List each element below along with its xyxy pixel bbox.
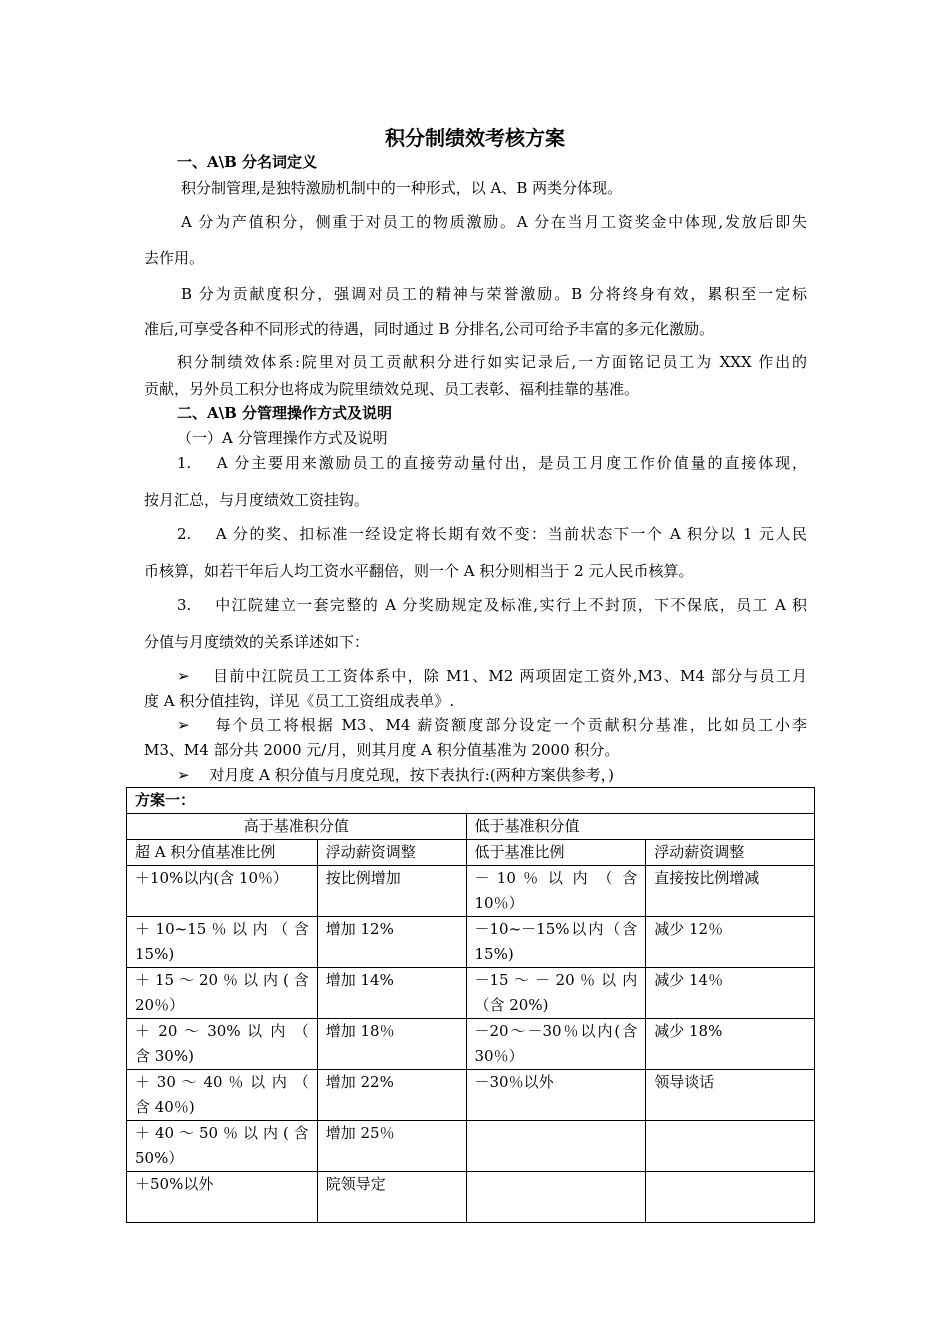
bullet-3: ➢ 对月度 A 积分值与月度兑现，按下表执行:(两种方案供参考，) [177, 766, 614, 784]
table-cell: －20～－30％以内(含 30％） [466, 1019, 646, 1070]
table-row [127, 1019, 815, 1070]
item-1-line-2: 按月汇总，与月度绩效工资挂钩。 [144, 491, 370, 509]
paragraph-1: 积分制管理,是独特激励机制中的一种形式，以 A、B 两类分体现。 [181, 179, 623, 197]
item-1-line-1: 1. A 分主要用来激励员工的直接劳动量付出，是员工月度工作价值量的直接体现， [177, 454, 807, 472]
table-row [127, 866, 815, 917]
bullet-2-line-1: ➢ 每个员工将根据 M3、M4 薪资额度部分设定一个贡献积分基准，比如员工小李 [177, 716, 807, 734]
table-cell: ＋50%以外 [127, 1172, 318, 1223]
score-adjustment-table [126, 787, 815, 1223]
table-cell: 领导谈话 [646, 1070, 815, 1121]
table-cell: －15 ～ － 20 ％ 以 内 （含 20%) [466, 968, 646, 1019]
column-header: 浮动薪资调整 [646, 840, 815, 866]
above-baseline-header: 高于基准积分值 [127, 814, 467, 840]
paragraph-2-line-2: 去作用。 [144, 249, 205, 267]
table-row [127, 1070, 815, 1121]
table-header-row [127, 840, 815, 866]
table-cell: 增加 25％ [317, 1121, 466, 1172]
table-row [127, 1172, 815, 1223]
item-3-line-2: 分值与月度绩效的关系详述如下： [144, 633, 370, 651]
table-cell: 减少 18% [646, 1019, 815, 1070]
table-cell: － 10 ％ 以 内 （ 含 10％） [466, 866, 646, 917]
bullet-1-line-2: 度 A 积分值挂钩，详见《员工工资组成表单》. [144, 692, 455, 710]
subsection-1-heading: （一）A 分管理操作方式及说明 [177, 429, 388, 447]
paragraph-4-line-1: 积分制绩效体系:院里对员工贡献积分进行如实记录后,一方面铭记员工为 XXX 作出的 [177, 353, 807, 371]
table-cell: ＋ 10~15 ％ 以 内 （ 含 15%) [127, 917, 318, 968]
table-cell [646, 1172, 815, 1223]
bullet-1-line-1: ➢ 目前中江院员工工资体系中，除 M1、M2 两项固定工资外,M3、M4 部分与员工月 [177, 667, 807, 685]
column-header: 浮动薪资调整 [317, 840, 466, 866]
table-cell: 减少 12％ [646, 917, 815, 968]
table-row [127, 917, 815, 968]
column-header: 超 A 积分值基准比例 [127, 840, 318, 866]
paragraph-2-line-1: A 分为产值积分，侧重于对员工的物质激励。A 分在当月工资奖金中体现,发放后即失 [181, 213, 807, 231]
table-cell: ＋ 15 ～ 20 ％ 以 内 ( 含 20％） [127, 968, 318, 1019]
document-title: 积分制绩效考核方案 [385, 126, 565, 150]
table-row [127, 1121, 815, 1172]
table-cell [466, 1172, 646, 1223]
table-plan-row [127, 788, 815, 814]
table-cell: ＋ 40 ～ 50 ％ 以 内 ( 含 50%） [127, 1121, 318, 1172]
below-baseline-header: 低于基准积分值 [466, 814, 815, 840]
section-1-heading: 一、A\B 分名词定义 [177, 153, 318, 171]
table-cell: 按比例增加 [317, 866, 466, 917]
item-2-line-1: 2. A 分的奖、扣标准一经设定将长期有效不变：当前状态下一个 A 积分以 1 元人民 [177, 525, 807, 543]
table-cell [646, 1121, 815, 1172]
table-cell: ＋10%以内(含 10％） [127, 866, 318, 917]
table-cell: ＋ 20 ～ 30% 以 内 （ 含 30%) [127, 1019, 318, 1070]
paragraph-3-line-1: B 分为贡献度积分，强调对员工的精神与荣誉激励。B 分将终身有效，累积至一定标 [181, 285, 807, 303]
item-3-line-1: 3. 中江院建立一套完整的 A 分奖励规定及标准,实行上不封顶，下不保底，员工 A 积 [177, 596, 807, 614]
paragraph-3-line-2: 准后,可享受各种不同形式的待遇，同时通过 B 分排名,公司可给予丰富的多元化激励。 [144, 320, 715, 338]
table-group-row [127, 814, 815, 840]
item-2-line-2: 币核算，如若干年后人均工资水平翻倍，则一个 A 积分则相当于 2 元人民币核算。 [144, 562, 694, 580]
paragraph-4-line-2: 贡献，另外员工积分也将成为院里绩效兑现、员工表彰、福利挂靠的基准。 [144, 380, 640, 398]
section-2-heading: 二、A\B 分管理操作方式及说明 [177, 404, 393, 422]
table-cell [466, 1121, 646, 1172]
bullet-2-line-2: M3、M4 部分共 2000 元/月，则其月度 A 积分值基准为 2000 积分。 [144, 741, 620, 759]
table-row [127, 968, 815, 1019]
table-cell: 院领导定 [317, 1172, 466, 1223]
table-cell: ＋ 30 ～ 40 ％ 以 内 （ 含 40％) [127, 1070, 318, 1121]
column-header: 低于基准比例 [466, 840, 646, 866]
plan-label: 方案一： [127, 788, 815, 814]
table-cell: 减少 14％ [646, 968, 815, 1019]
table-cell: －30％以外 [466, 1070, 646, 1121]
table-cell: 增加 12% [317, 917, 466, 968]
table-cell: 增加 22% [317, 1070, 466, 1121]
table-cell: 增加 18％ [317, 1019, 466, 1070]
table-cell: 直接按比例增减 [646, 866, 815, 917]
table-cell: －10~－15%以内（含 15%) [466, 917, 646, 968]
table-cell: 增加 14% [317, 968, 466, 1019]
